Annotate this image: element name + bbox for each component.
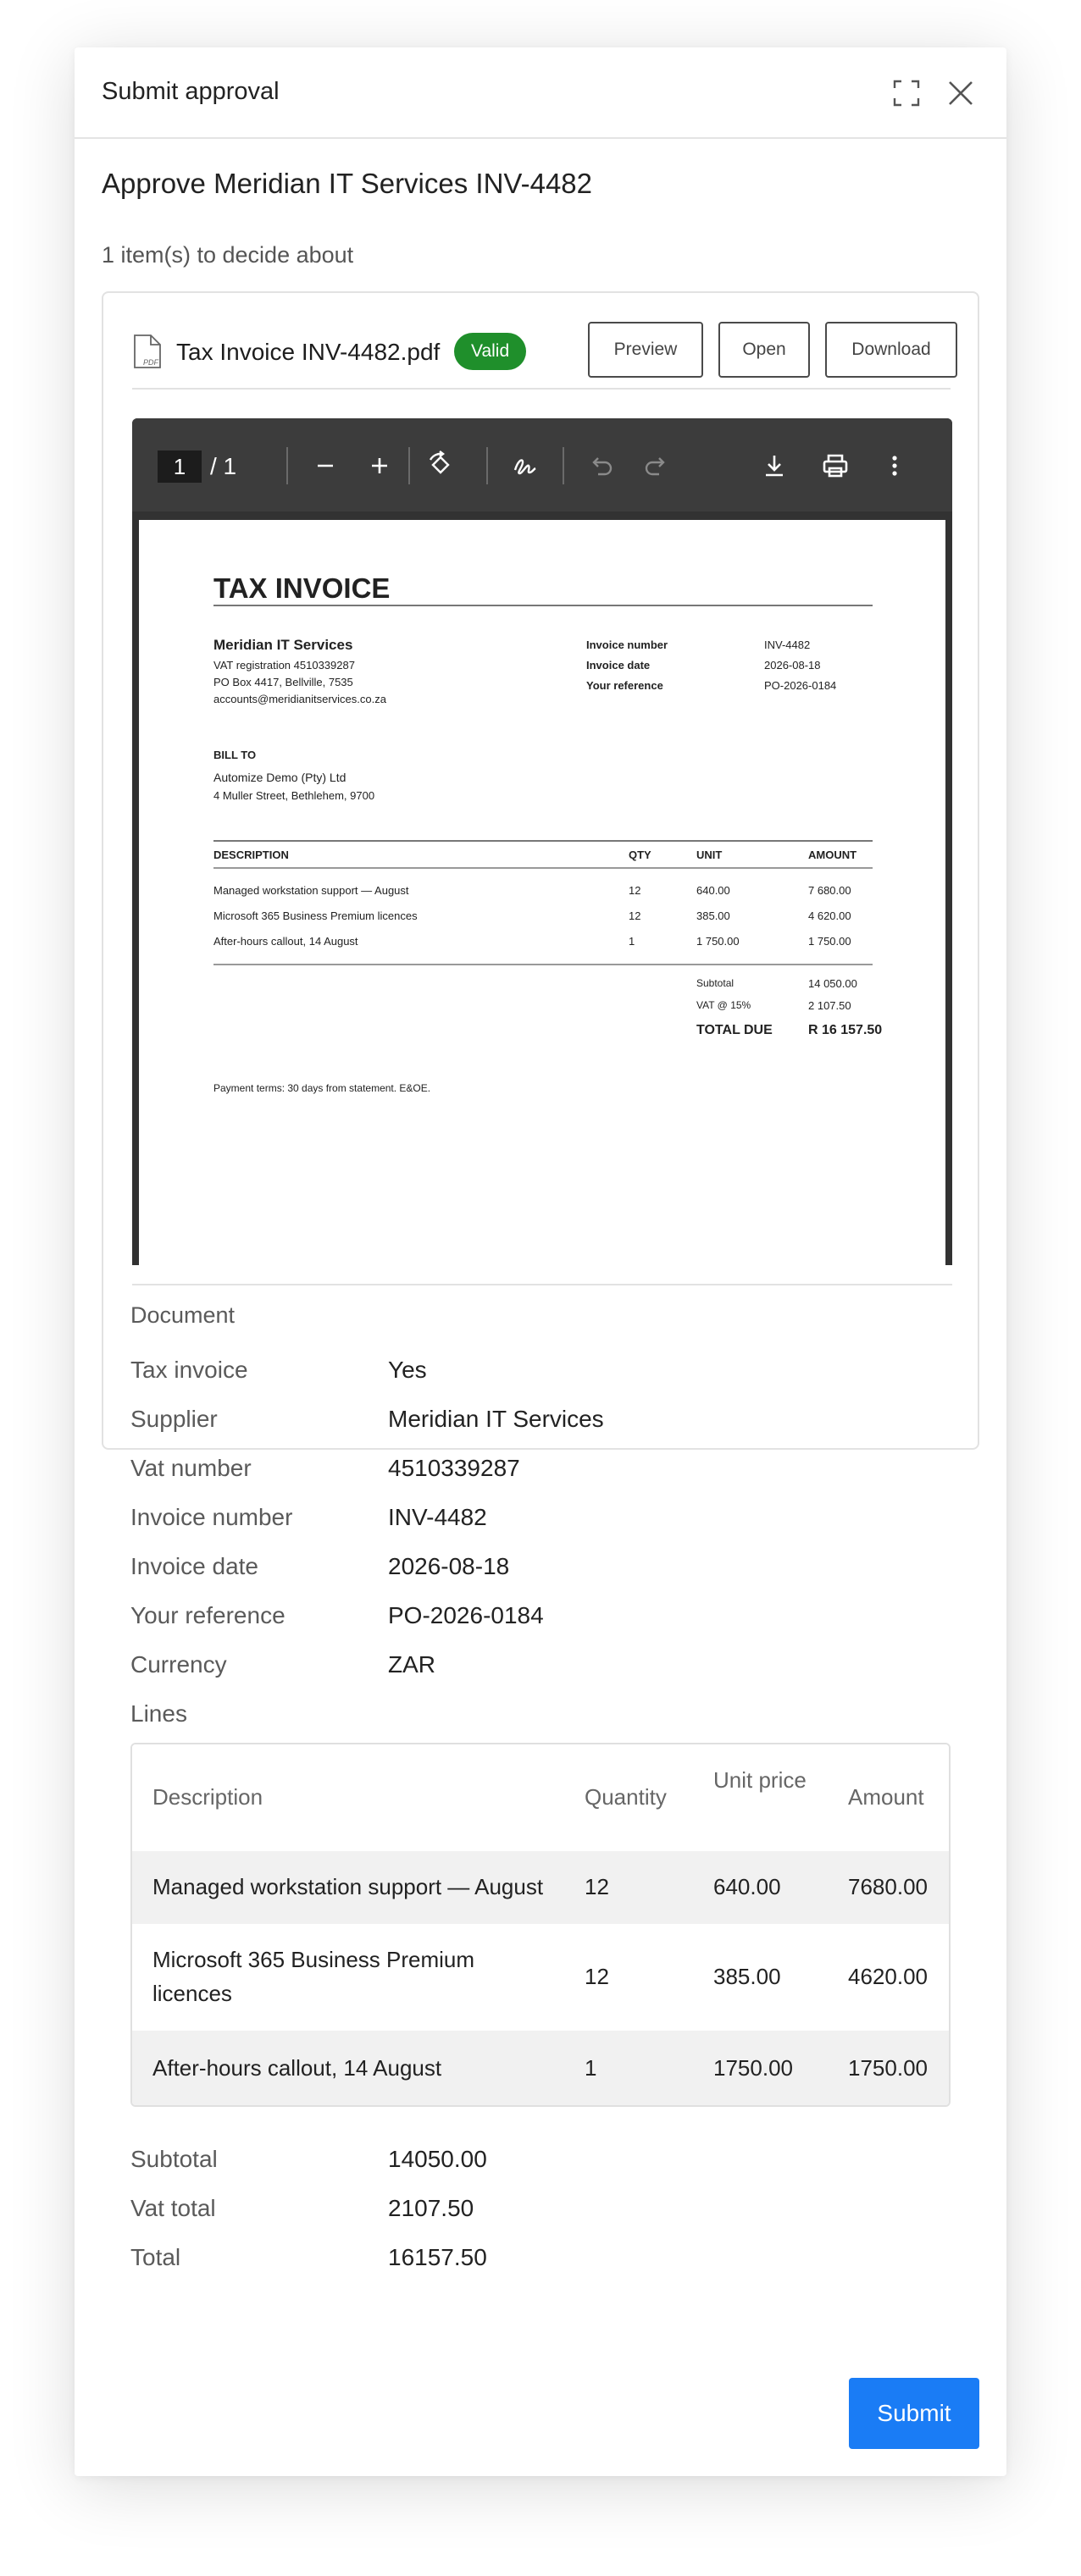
status-badge: Valid xyxy=(454,333,526,370)
svg-text:PDF: PDF xyxy=(143,358,158,367)
supplier-email: accounts@meridianitservices.co.za xyxy=(213,693,386,705)
meta-value: PO-2026-0184 xyxy=(764,679,837,692)
meta-label: Invoice date xyxy=(586,659,651,672)
field-label: Currency xyxy=(130,1651,227,1678)
zoom-out-icon[interactable] xyxy=(307,447,344,484)
lines-table xyxy=(130,1743,951,2107)
file-row xyxy=(132,322,951,390)
toolbar-divider xyxy=(486,447,488,484)
more-options-icon[interactable] xyxy=(876,447,913,484)
vat-value: 2 107.50 xyxy=(808,999,851,1012)
submit-button[interactable]: Submit xyxy=(849,2378,979,2449)
subtotal-label: Subtotal xyxy=(696,977,735,989)
invoice-cell: 4 620.00 xyxy=(808,909,851,922)
field-value: PO-2026-0184 xyxy=(388,1602,544,1628)
total-label: Subtotal xyxy=(130,2146,218,2172)
invoice-cell: 1 xyxy=(629,935,635,948)
field-label: Supplier xyxy=(130,1406,218,1432)
field-value: INV-4482 xyxy=(388,1504,487,1530)
download-button[interactable]: Download xyxy=(825,322,957,378)
field-label: Invoice number xyxy=(130,1504,293,1530)
meta-label: Your reference xyxy=(586,679,663,692)
invoice-col-header: AMOUNT xyxy=(808,849,857,861)
table-cell: 1 xyxy=(585,2055,597,2081)
bill-to-label: BILL TO xyxy=(213,749,257,761)
field-value: Meridian IT Services xyxy=(388,1406,604,1432)
column-header: Unit price xyxy=(713,1767,807,1793)
meta-value: 2026-08-18 xyxy=(764,659,821,672)
invoice-cell: 1 750.00 xyxy=(808,935,851,948)
total-due-label: TOTAL DUE xyxy=(696,1023,773,1037)
supplier-name: Meridian IT Services xyxy=(213,637,353,653)
bill-to-name: Automize Demo (Pty) Ltd xyxy=(213,771,346,784)
table-cell: 1750.00 xyxy=(713,2055,793,2081)
close-icon[interactable] xyxy=(944,76,978,110)
zoom-in-icon[interactable] xyxy=(361,447,398,484)
field-value: 4510339287 xyxy=(388,1455,520,1481)
subtotal-value: 14 050.00 xyxy=(808,977,857,990)
toolbar-divider xyxy=(563,447,564,484)
table-rule xyxy=(213,964,873,965)
undo-icon[interactable] xyxy=(583,447,620,484)
supplier-address: PO Box 4417, Bellville, 7535 xyxy=(213,676,353,688)
meta-value: INV-4482 xyxy=(764,638,811,651)
table-rule xyxy=(213,867,873,869)
pdf-page xyxy=(139,520,945,1265)
page-count: / 1 xyxy=(210,453,237,479)
table-cell: Microsoft 365 Business Premium licences xyxy=(152,1947,475,2006)
heading-rule xyxy=(213,605,873,606)
bill-to-address: 4 Muller Street, Bethlehem, 9700 xyxy=(213,789,375,802)
preview-button[interactable]: Preview xyxy=(588,322,703,378)
toolbar-divider xyxy=(286,447,288,484)
invoice-col-header: DESCRIPTION xyxy=(213,849,289,861)
field-value: ZAR xyxy=(388,1651,435,1678)
pdf-file-icon xyxy=(132,334,163,369)
redo-icon[interactable] xyxy=(637,447,674,484)
field-label: Tax invoice xyxy=(130,1357,248,1383)
field-value: Yes xyxy=(388,1357,427,1383)
supplier-vat: VAT registration 4510339287 xyxy=(213,659,355,672)
approval-heading: Approve Meridian IT Services INV-4482 xyxy=(102,168,592,199)
column-header: Description xyxy=(152,1784,263,1810)
total-label: Vat total xyxy=(130,2195,216,2221)
total-value: 2107.50 xyxy=(388,2195,474,2221)
approval-item-card xyxy=(102,291,979,1450)
fullscreen-icon[interactable] xyxy=(890,76,923,110)
lines-section-label: Lines xyxy=(130,1700,187,1727)
document-section-label: Document xyxy=(130,1302,236,1328)
meta-label: Invoice number xyxy=(586,638,668,651)
total-label: Total xyxy=(130,2244,181,2270)
divider xyxy=(132,1284,952,1285)
table-cell: 640.00 xyxy=(713,1874,781,1899)
table-cell: 385.00 xyxy=(713,1964,781,1989)
table-cell: After-hours callout, 14 August xyxy=(152,2055,442,2081)
field-label: Your reference xyxy=(130,1602,285,1628)
toolbar-divider xyxy=(408,447,410,484)
modal-header xyxy=(75,47,1006,139)
invoice-col-header: QTY xyxy=(629,849,651,861)
invoice-cell: 385.00 xyxy=(696,909,730,922)
file-name[interactable]: Tax Invoice INV-4482.pdf xyxy=(176,339,441,365)
invoice-cell: After-hours callout, 14 August xyxy=(213,935,358,948)
invoice-cell: 12 xyxy=(629,909,641,922)
invoice-col-header: UNIT xyxy=(696,849,723,861)
field-label: Invoice date xyxy=(130,1553,258,1579)
table-cell: 12 xyxy=(585,1964,609,1989)
total-value: 16157.50 xyxy=(388,2244,487,2270)
table-row xyxy=(132,1924,949,2031)
invoice-heading: TAX INVOICE xyxy=(213,572,391,604)
table-cell: 7680.00 xyxy=(848,1874,928,1899)
column-header: Quantity xyxy=(585,1784,667,1810)
invoice-cell: 7 680.00 xyxy=(808,884,851,897)
rotate-icon[interactable] xyxy=(422,447,459,484)
table-cell: 1750.00 xyxy=(848,2055,928,2081)
invoice-cell: Microsoft 365 Business Premium licences xyxy=(213,909,418,922)
field-value: 2026-08-18 xyxy=(388,1553,510,1579)
invoice-cell: 12 xyxy=(629,884,641,897)
table-rule xyxy=(213,840,873,842)
field-label: Vat number xyxy=(130,1455,252,1481)
total-value: 14050.00 xyxy=(388,2146,487,2172)
table-cell: Managed workstation support — August xyxy=(152,1874,544,1899)
column-header: Amount xyxy=(848,1784,924,1810)
payment-terms: Payment terms: 30 days from statement. E&OE. xyxy=(213,1082,431,1094)
pdf-viewer-toolbar xyxy=(132,418,952,511)
lines-table-header xyxy=(132,1744,949,1851)
invoice-cell: Managed workstation support — August xyxy=(213,884,409,897)
table-cell: 4620.00 xyxy=(848,1964,928,1989)
approval-modal xyxy=(75,47,1006,2476)
pdf-viewer[interactable] xyxy=(132,418,952,1265)
total-due-value: R 16 157.50 xyxy=(808,1023,883,1037)
invoice-cell: 640.00 xyxy=(696,884,730,897)
annotate-icon[interactable] xyxy=(507,447,544,484)
print-icon[interactable] xyxy=(817,447,854,484)
table-row xyxy=(132,1851,949,1924)
items-count: 1 item(s) to decide about xyxy=(102,242,354,268)
table-row xyxy=(132,2031,949,2107)
page-number-input[interactable]: 1 xyxy=(158,451,202,483)
vat-label: VAT @ 15% xyxy=(696,999,751,1011)
modal-title: Submit approval xyxy=(102,78,280,105)
table-cell: 12 xyxy=(585,1874,609,1899)
open-button[interactable]: Open xyxy=(718,322,810,378)
invoice-cell: 1 750.00 xyxy=(696,935,740,948)
download-icon[interactable] xyxy=(756,447,793,484)
